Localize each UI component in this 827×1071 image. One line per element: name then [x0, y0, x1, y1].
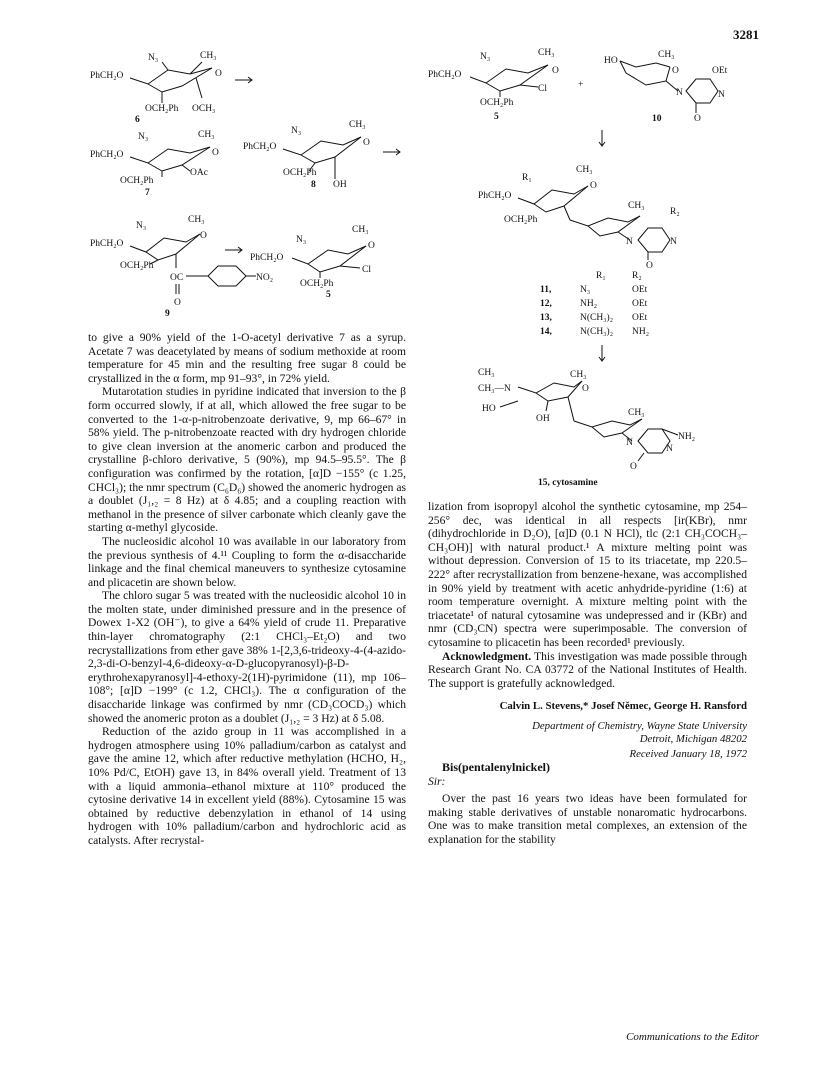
- struct-5b-och2ph: OCH₂Ph: [300, 279, 334, 289]
- struct-6-n3: N₃: [148, 53, 159, 63]
- struct-9-och2ph: OCH₂Ph: [120, 261, 154, 271]
- arrow-down-1: [597, 130, 607, 155]
- dimer-n: N: [626, 237, 633, 247]
- table-row-12-num: 12,: [540, 299, 552, 309]
- table-row-14-num: 14,: [540, 327, 552, 337]
- table-row-12-r1: NH₂: [580, 299, 598, 309]
- right-paragraph-2: Over the past 16 years two ideas have been formulated for making stable derivatives of unstable nonaromatic hydrocarbons. One was to make transition metal complexes, an extension of the explanation for the stability: [428, 792, 747, 846]
- structure-10: [578, 45, 753, 128]
- structure-15-cytosamine: [478, 365, 738, 495]
- left-paragraph: Reduction of the azido group in 11 was accomplished in a hydrogen atmosphere using 10% palladium/carbon as catalyst and gave the amine 12, which after reductive methylation (HCHO, H₂, 10% Pd/C, EtOH) gave 13, in 84% overall yield. Treatment of 13 with a liquid ammonia–ethanol mixture at 110° produced the cytosine derivative 14 in excellent yield (88%). Cytosamine 15 was obtained by reductive debenzylation in ethanol of 14 using hydrogen with 10% palladium/carbon and hydrochloric acid as catalysts. After recrystal-: [88, 725, 406, 847]
- struct-9-number: 9: [165, 309, 170, 319]
- struct-9-oo: O: [174, 298, 181, 308]
- struct-5-n3: N₃: [480, 52, 491, 62]
- article-title: Bis(pentalenylnickel): [442, 759, 551, 774]
- structure-disaccharide: [478, 160, 708, 275]
- struct-5b-cl: Cl: [362, 265, 371, 275]
- dimer-och2ph: OCH₂Ph: [504, 215, 538, 225]
- acknowledgment: [428, 650, 747, 691]
- struct-5b-n3: N₃: [296, 235, 307, 245]
- dimer-r1: R₁: [522, 173, 532, 183]
- struct-5-och2ph: OCH₂Ph: [480, 98, 514, 108]
- acknowledgment-label: Acknowledgment.: [442, 649, 532, 663]
- struct-7-ch3: CH₃: [198, 130, 215, 140]
- struct-7-oac: OAc: [190, 168, 208, 178]
- table-row-14-r2: NH₂: [632, 327, 650, 337]
- left-paragraph: The chloro sugar 5 was treated with the nucleosidic alcohol 10 in the molten state, under diminished pressure and in the presence of Dowex 1-X2 (OH⁻), to give a 64% yield of crude 11. Preparative thin-layer chromatography (2:1 CHCl₃–Et₂O) and two recrystallizations from ether gave 38% 1-[2,3,6-trideoxy-4-(4-azido-2,3-di-O-benzyl-4,6-dideoxy-α-D-glucopyranosyl)-β-D-erythrohexapyranosyl]-4-ethoxy-2(1H)-pyrimidone (11), mp 106–108°; [α]D −199° (c 1.2, CHCl₃). The α configuration of the disaccharide linkage was confirmed by nmr (CD₃COCD₃) which showed the anomeric proton as a doublet (J₁,₂ = 3 Hz) at δ 5.08.: [88, 589, 406, 725]
- struct-6-och3: OCH₃: [192, 104, 216, 114]
- struct-7-o: O: [212, 148, 219, 158]
- s15-n2: N: [666, 444, 673, 454]
- s15-ch3n: CH₃—N: [478, 384, 511, 394]
- struct-5b-ph: PhCH₂O: [250, 253, 284, 263]
- table-header-r2: R₂: [632, 271, 642, 281]
- table-row-11-num: 11,: [540, 285, 552, 295]
- struct-10-number: 10: [652, 114, 662, 124]
- table-row-14-r1: N(CH₃)₂: [580, 327, 614, 337]
- received-date: Received January 18, 1972: [629, 747, 747, 760]
- table-header-r1: R₁: [596, 271, 606, 281]
- running-footer: Communications to the Editor: [626, 1031, 759, 1043]
- s15-ho: HO: [482, 404, 496, 414]
- s15-ch3b: CH₃: [570, 370, 587, 380]
- struct-10-ch3: CH₃: [658, 50, 675, 60]
- structure-8: [243, 115, 413, 200]
- structure-5: [428, 45, 578, 128]
- struct-9-ph: PhCH₂O: [90, 239, 124, 249]
- dimer-ch3a: CH₃: [576, 165, 593, 175]
- dimer-n2: N: [670, 237, 677, 247]
- dimer-ch3b: CH₃: [628, 201, 645, 211]
- struct-9-n3: N₃: [136, 221, 147, 231]
- dimer-r2: R₂: [670, 207, 680, 217]
- struct-8-o: O: [363, 138, 370, 148]
- structure-5-left: [220, 218, 405, 303]
- struct-10-oet: OEt: [712, 66, 728, 76]
- structure-6: [90, 48, 260, 128]
- s15-ch3c: CH₃: [628, 408, 645, 418]
- table-row-13-r1: N(CH₃)₂: [580, 313, 614, 323]
- substituent-table: [540, 268, 670, 345]
- struct-9-no2: NO₂: [256, 273, 274, 283]
- struct-5-ch3: CH₃: [538, 48, 555, 58]
- struct-8-och2ph: OCH₂Ph: [283, 168, 317, 178]
- plus-sign: +: [578, 80, 584, 90]
- struct-9-ch3: CH₃: [188, 215, 205, 225]
- s15-oo: O: [630, 462, 637, 472]
- struct-5-cl: Cl: [538, 84, 547, 94]
- struct-10-n: N: [676, 88, 683, 98]
- right-text-column: [428, 500, 747, 846]
- struct-6-och2ph: OCH₂Ph: [145, 104, 179, 114]
- struct-10-oo: O: [694, 114, 701, 124]
- table-row-11-r1: N₃: [580, 285, 591, 295]
- table-row-12-r2: OEt: [632, 299, 648, 309]
- struct-10-n2: N: [718, 90, 725, 100]
- struct-10-ho: HO: [604, 56, 618, 66]
- struct-6-o: O: [215, 69, 222, 79]
- affiliation-city: Detroit, Michigan 48202: [639, 732, 747, 745]
- authors: Calvin L. Stevens,* Josef Němec, George H. Ransford: [499, 700, 747, 713]
- table-row-13-r2: OEt: [632, 313, 648, 323]
- struct-7-n3: N₃: [138, 132, 149, 142]
- dimer-ph: PhCH₂O: [478, 191, 512, 201]
- dimer-oo: O: [646, 261, 653, 271]
- struct-7-och2ph: OCH₂Ph: [120, 176, 154, 186]
- struct-5-o: O: [552, 66, 559, 76]
- struct-7-ph: PhCH₂O: [90, 150, 124, 160]
- struct-10-o: O: [672, 66, 679, 76]
- structure-7: [90, 125, 260, 202]
- salutation: Sir:: [428, 774, 446, 788]
- struct-8-ph: PhCH₂O: [243, 142, 277, 152]
- struct-8-ch3: CH₃: [349, 120, 366, 130]
- struct-8-number: 8: [311, 180, 316, 190]
- s15-nh2: NH₂: [678, 432, 696, 442]
- left-paragraph: Mutarotation studies in pyridine indicated that inversion to the β form occurred slowly, if at all, which allowed the free sugar to be converted to the 1-α-p-nitrobenzoate derivative, 9, mp 66–67° in 58% yield. The p-nitrobenzoate reacted with dry hydrogen chloride to give clean inversion at the anomeric carbon and produced the crystalline β-chloro derivative, 5 (90%), mp 94.5–95.5°. The β configuration was confirmed by the rotation, [α]D −155° (c 1.25, CHCl₃); the nmr spectrum (C₆D₆) showed the anomeric hydrogen as a doublet (J₁,₂ = 8 Hz) at δ 4.85; and a coupling reaction with methanol in the presence of silver carbonate which cleanly gave the starting α-methyl glycoside.: [88, 385, 406, 535]
- struct-5-ph: PhCH₂O: [428, 70, 462, 80]
- left-paragraph: to give a 90% yield of the 1-O-acetyl derivative 7 as a syrup. Acetate 7 was deacetylated by means of sodium methoxide at room temperature for 45 min and the resulting free sugar 8 could be crystallized in the α form, mp 91–93°, in 72% yield.: [88, 331, 406, 385]
- page-number: 3281: [733, 27, 759, 42]
- s15-oh: OH: [536, 414, 550, 424]
- s15-caption: 15, cytosamine: [538, 478, 598, 488]
- struct-6-ch3: CH₃: [200, 51, 217, 61]
- struct-7-number: 7: [145, 188, 150, 198]
- struct-9-oc: OC: [170, 273, 184, 283]
- struct-9-o: O: [200, 231, 207, 241]
- struct-6-number: 6: [135, 115, 140, 125]
- left-text-column: [88, 331, 406, 848]
- struct-6-ph: PhCH₂O: [90, 71, 124, 81]
- struct-8-n3: N₃: [291, 126, 302, 136]
- s15-n: N: [626, 438, 633, 448]
- table-row-13-num: 13,: [540, 313, 552, 323]
- s15-ch3a: CH₃: [478, 368, 495, 378]
- struct-5b-o: O: [368, 241, 375, 251]
- struct-8-oh: OH: [333, 180, 347, 190]
- table-row-11-r2: OEt: [632, 285, 648, 295]
- signature-block: [428, 700, 747, 761]
- right-paragraph-1: lization from isopropyl alcohol the synthetic cytosamine, mp 254–256° dec, was identical in all respects [ir(KBr), nmr (dihydrochloride in D₂O), [α]D (0.1 N HCl), tlc (2:1 CH₃COCH₃–CH₃OH)] with natural product.¹ A mixture melting point was without depression. Conversion of 15 to its triacetate, mp 220.5–222° after recrystallization from benzene-hexane, was accomplished in 90% yield by treatment with acetic anhydride-pyridine (1:6) at room temperature overnight. A mixture melting point with the triacetate¹ of natural cytosamine was undepressed and ir (KBr) and nmr (CD₃CN) spectra were superimposable. The conversion of cytosamine to plicacetin has been recorded¹ previously.: [428, 500, 747, 649]
- acknowledgment-text: This investigation was made possible through Research Grant No. CA 03772 of the National Institutes of Health. The support is gratefully acknowledged.: [428, 649, 747, 690]
- struct-5-number: 5: [494, 112, 499, 122]
- s15-o: O: [582, 384, 589, 394]
- dimer-o: O: [590, 181, 597, 191]
- affiliation-department: Department of Chemistry, Wayne State University: [532, 719, 747, 732]
- struct-5b-number: 5: [326, 290, 331, 300]
- struct-5b-ch3: CH₃: [352, 225, 369, 235]
- left-paragraph: The nucleosidic alcohol 10 was available in our laboratory from the previous synthesis of 4.¹¹ Coupling to form the α-disaccharide linkage and the final chemical maneuvers to synthesize cytosamine and plicacetin are shown below.: [88, 534, 406, 589]
